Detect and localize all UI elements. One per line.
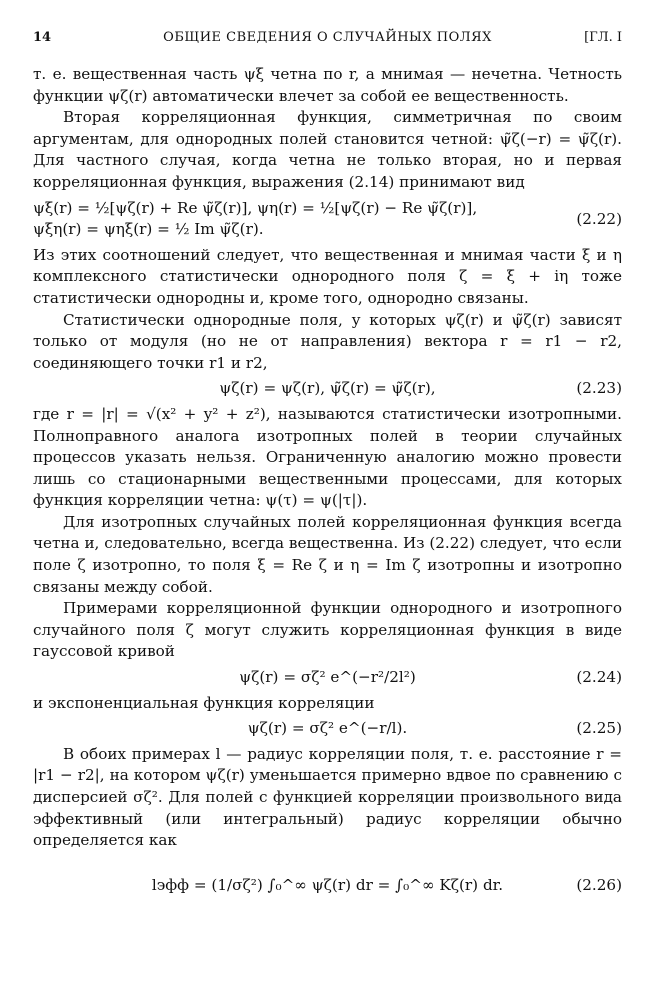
equation-2-25 bbox=[33, 718, 622, 740]
equation-2-23-body: ψζ(r) = ψζ(r), ψ̃ζ(r) = ψ̃ζ(r), bbox=[219, 379, 436, 398]
equation-2-26-body: lэфф = (1/σζ²) ∫₀^∞ ψζ(r) dr = ∫₀^∞ Kζ(r) dr. bbox=[151, 875, 504, 894]
equation-2-24 bbox=[33, 667, 622, 689]
equation-2-22-line-2: ψξη(r) = ψηξ(r) = ½ Im ψ̃ζ(r). bbox=[33, 220, 264, 239]
equation-number: (2.26) bbox=[576, 875, 622, 894]
page-number: 14 bbox=[33, 30, 52, 45]
paragraph-8: и экспоненциальная функция корреляции bbox=[33, 693, 375, 712]
equation-2-24-body: ψζ(r) = σζ² e^(−r²/2l²) bbox=[239, 668, 416, 687]
equation-number: (2.25) bbox=[576, 719, 622, 738]
paragraph-7: Примерами корреляционной функции однородного и изотропного случайного поля ζ могут служить корреляционная функция в виде гауссовой кривой bbox=[33, 599, 622, 661]
paragraph-6: Для изотропных случайных полей корреляционная функция всегда четна и, следовательно, всегда вещественна. Из (2.22) следует, что если поле ζ изотропно, то поля ξ = Re ζ и η = Im ζ изотропны и изотропно связаны между собой. bbox=[33, 512, 622, 596]
equation-number: (2.22) bbox=[576, 209, 622, 228]
paragraph-9: В обоих примерах l — радиус корреляции поля, т. е. расстояние r = |r1 − r2|, на котором ψζ(r) уменьшается примерно вдвое по сравнению с дисперсией σζ². Для полей с функцией корреляции произвольного вида эффективный (или интегральный) радиус корреляции обычно определяется как bbox=[33, 744, 622, 850]
chapter-label: [ГЛ. I bbox=[584, 30, 622, 45]
running-title: ОБЩИЕ СВЕДЕНИЯ О СЛУЧАЙНЫХ ПОЛЯХ bbox=[163, 30, 492, 45]
equation-2-22 bbox=[33, 198, 622, 241]
equation-2-23 bbox=[33, 378, 622, 400]
equation-number: (2.23) bbox=[576, 379, 622, 398]
equation-2-22-line-1: ψξ(r) = ½[ψζ(r) + Re ψ̃ζ(r)], ψη(r) = ½[ψζ(r) − Re ψ̃ζ(r)], bbox=[33, 198, 478, 217]
paragraph-4: Статистически однородные поля, у которых ψζ(r) и ψ̃ζ(r) зависят только от модуля (но не от направления) вектора r = r1 − r2, соединяющего точки r1 и r2, bbox=[33, 310, 622, 372]
equation-2-25-body: ψζ(r) = σζ² e^(−r/l). bbox=[247, 719, 408, 738]
page-header bbox=[33, 30, 622, 52]
paragraph-5: где r = |r| = √(x² + y² + z²), называются статистически изотропными. Полноправного аналога изотропных полей в теории случайных процессов указать нельзя. Ограниченную аналогию можно провести лишь со стационарными вещественными процессами, для которых функция корреляции четна: ψ(τ) = ψ(|τ|). bbox=[33, 404, 622, 510]
page-body bbox=[33, 64, 622, 916]
equation-number: (2.24) bbox=[576, 668, 622, 687]
paragraph-2: Вторая корреляционная функция, симметричная по своим аргументам, для однородных полей становится четной: ψ̃ζ(−r) = ψ̃ζ(r). Для частного случая, когда четна не только вторая, но и первая корреляционная функция, выражения (2.14) принимают вид bbox=[33, 108, 622, 191]
paragraph-1: т. е. вещественная часть ψξ четна по r, а мнимая — нечетна. Четность функции ψζ(r) автоматически влечет за собой ее вещественность. bbox=[33, 65, 622, 105]
paragraph-3: Из этих соотношений следует, что вещественная и мнимая части ξ и η комплексного статистически однородного поля ζ = ξ + iη тоже статистически однородны и, кроме того, однородно связаны. bbox=[33, 245, 622, 307]
equation-2-26 bbox=[33, 858, 622, 912]
